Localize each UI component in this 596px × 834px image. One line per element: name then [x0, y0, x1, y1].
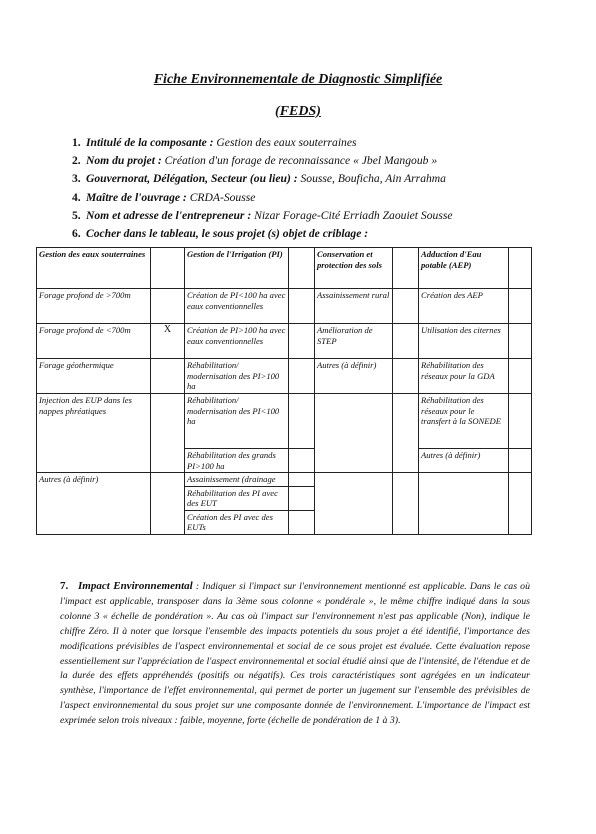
header-drinking-water: Adduction d'Eau potable (AEP): [419, 248, 509, 289]
check-cell[interactable]: [393, 473, 419, 535]
item-label: Intitulé de la composante :: [86, 136, 214, 149]
check-cell[interactable]: [393, 324, 419, 359]
table-cell: Réhabilitation/ modernisation des PI<100 ha: [185, 394, 289, 449]
item-number: 1.: [72, 136, 81, 149]
table-cell: Création de PI<100 ha avec eaux conventionnelles: [185, 289, 289, 324]
item-number: 4.: [72, 190, 81, 204]
impact-number: 7.: [60, 580, 69, 592]
check-cell[interactable]: [151, 359, 185, 394]
item-number: 2.: [72, 154, 81, 168]
table-cell: Forage profond de >700m: [37, 289, 151, 324]
check-cell[interactable]: [393, 359, 419, 394]
table-cell: Injection des EUP dans les nappes phréatiques: [37, 394, 151, 473]
check-cell[interactable]: [289, 324, 315, 359]
table-cell: Création des PI avec des EUTs: [185, 510, 289, 534]
table-cell: Réhabilitation des PI avec des EUT: [185, 486, 289, 510]
table-cell: [419, 473, 509, 535]
impact-text: : Indiquer si l'impact sur l'environnement mentionné est applicable. Dans le cas où l'impact est applicable, transposer dans la 3ème sous colonne « pondérale », le même chiffre indiqué dans la sous colonne 3 « échelle de pondération ». Au cas où l'impact sur l'environnement n'est pas applicable (Non), indique le chiffre Zéro. Il à noter que lorsque l'ensemble des impacts potentiels du sous projet a été identifié, l'importance des modifications prévisibles de l'aspect environnemental et social de ce sous projet est évaluée. Cette évaluation repose essentiellement sur l'appréciation de l'aspect environnemental et social étudié ainsi que de l'intensité, de l'étendue et de la durée des effets appréhendés (positifs ou négatifs). Ces trois caractéristiques sont agrégées en un indicateur synthèse, l'importance de l'effet environnemental, qui permet de porter un jugement sur l'ensemble des prévisibles de l'aspect environnemental du sous projet sur une composante donnée de l'environnement. L'importance de l'impact est exprimée selon trois niveaux : faible, moyenne, forte (échelle de pondération de 1 à 3).: [60, 581, 530, 727]
table-cell: Assainissement (drainage: [185, 473, 289, 487]
table-cell: Forage géothermique: [37, 359, 151, 394]
table-row: [37, 359, 532, 394]
table-cell: Réhabilitation/ modernisation des PI>100 ha: [185, 359, 289, 394]
check-cell[interactable]: [151, 248, 185, 289]
table-cell: [315, 394, 393, 473]
check-cell[interactable]: [509, 359, 532, 394]
item-label: Cocher dans le tableau, le sous projet (s) objet de criblage :: [86, 227, 369, 241]
check-cell[interactable]: [289, 359, 315, 394]
item-label: Gouvernorat, Délégation, Secteur (ou lieu) :: [86, 172, 298, 186]
impact-label: Impact Environnemental: [78, 580, 193, 592]
header-soil-conservation: Conservation et protection des sols: [315, 248, 393, 289]
table-cell: Création des AEP: [419, 289, 509, 324]
document-subtitle: (FEDS): [275, 104, 321, 119]
item-value: Création d'un forage de reconnaissance « Jbel Mangoub »: [161, 154, 438, 168]
table-cell: Création de PI>100 ha avec eaux conventionnelles: [185, 324, 289, 359]
header-irrigation: Gestion de l'Irrigation (PI): [185, 248, 289, 289]
screening-table: [36, 247, 532, 535]
check-cell[interactable]: [393, 289, 419, 324]
item-value: Sousse, Bouficha, Ain Arrahma: [297, 172, 446, 186]
item-label: Maître de l'ouvrage :: [86, 190, 187, 204]
table-cell: Réhabilitation des réseaux pour le transfert à la SONEDE: [419, 394, 509, 449]
table-cell: Utilisation des citernes: [419, 324, 509, 359]
table-row: [37, 324, 532, 359]
list-item: [72, 189, 552, 207]
header-groundwater: Gestion des eaux souterraines: [37, 248, 151, 289]
item-number: 5.: [72, 208, 81, 222]
item-number: 3.: [72, 172, 81, 186]
check-cell[interactable]: [289, 289, 315, 324]
item-value: Gestion des eaux souterraines: [213, 136, 357, 149]
table-cell: Réhabilitation des grands PI>100 ha: [185, 449, 289, 473]
list-item: [72, 152, 552, 170]
check-cell[interactable]: [509, 473, 532, 535]
list-item: [72, 207, 552, 225]
check-cell[interactable]: [509, 324, 532, 359]
check-cell[interactable]: [151, 289, 185, 324]
table-cell: Autres (à définir): [37, 473, 151, 535]
list-item: [72, 225, 552, 243]
table-cell: Assainissement rural: [315, 289, 393, 324]
check-cell[interactable]: [151, 473, 185, 535]
check-cell[interactable]: [289, 449, 315, 473]
item-label: Nom et adresse de l'entrepreneur :: [86, 208, 252, 222]
table-cell: Amélioration de STEP: [315, 324, 393, 359]
list-item: [72, 170, 552, 188]
table-cell: Autres (à définir): [315, 359, 393, 394]
check-cell-marked[interactable]: X: [151, 324, 185, 359]
table-row: [37, 289, 532, 324]
impact-section: [60, 579, 530, 729]
check-cell[interactable]: [509, 248, 532, 289]
check-cell[interactable]: [509, 449, 532, 473]
table-header-row: [37, 248, 532, 289]
check-cell[interactable]: [289, 248, 315, 289]
item-number: 6.: [72, 227, 81, 241]
table-cell: [315, 473, 393, 535]
check-cell[interactable]: [393, 248, 419, 289]
info-list: [72, 134, 552, 243]
check-cell[interactable]: [289, 510, 315, 534]
table-cell: Autres (à définir): [419, 449, 509, 473]
table-row: [37, 473, 532, 487]
document-title: Fiche Environnementale de Diagnostic Simplifiée: [153, 72, 443, 87]
table-cell: Réhabilitation des réseaux pour la GDA: [419, 359, 509, 394]
check-cell[interactable]: [289, 394, 315, 449]
item-value: CRDA-Sousse: [186, 190, 256, 204]
table-cell: Forage profond de <700m: [37, 324, 151, 359]
item-value: Nizar Forage-Cité Erriadh Zaouiet Sousse: [251, 208, 453, 222]
check-cell[interactable]: [393, 394, 419, 473]
check-cell[interactable]: [289, 473, 315, 487]
check-cell[interactable]: [289, 486, 315, 510]
check-cell[interactable]: [151, 394, 185, 473]
table-row: [37, 394, 532, 449]
item-label: Nom du projet :: [86, 154, 162, 168]
list-item: [72, 134, 552, 152]
check-cell[interactable]: [509, 289, 532, 324]
check-cell[interactable]: [509, 394, 532, 449]
